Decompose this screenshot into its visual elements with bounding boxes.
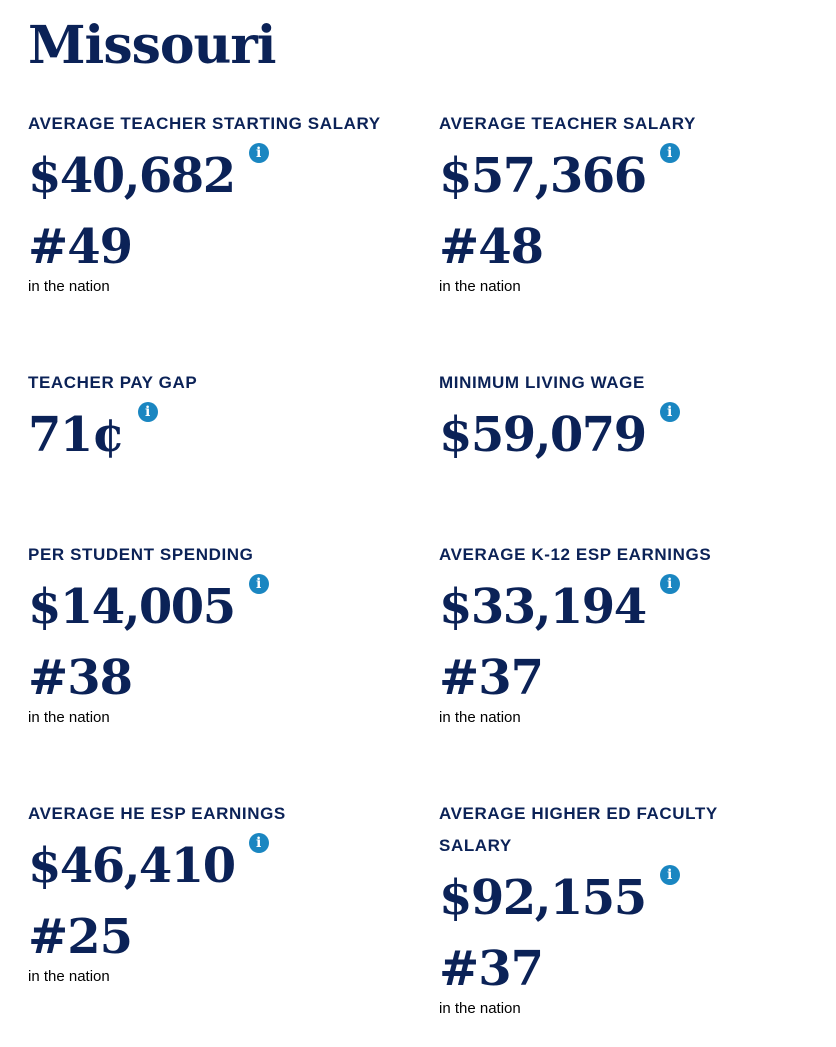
info-icon[interactable]: i <box>249 833 269 853</box>
stat-label: AVERAGE TEACHER STARTING SALARY <box>28 114 381 133</box>
stat-teacher-salary <box>439 108 819 296</box>
stat-value: $59,079 <box>439 407 646 463</box>
info-icon[interactable]: i <box>249 143 269 163</box>
info-icon[interactable]: i <box>138 402 158 422</box>
stat-value: $57,366 <box>439 148 646 204</box>
stat-value-row <box>439 399 819 471</box>
stat-rank-caption: in the nation <box>28 709 110 726</box>
page-title: Missouri <box>28 15 276 76</box>
stat-label: TEACHER PAY GAP <box>28 373 198 392</box>
stat-value-row <box>439 140 819 212</box>
stat-rank-caption: in the nation <box>28 968 110 985</box>
stat-value-row <box>439 571 819 643</box>
info-icon[interactable]: i <box>660 402 680 422</box>
stat-value: $40,682 <box>28 148 235 204</box>
stat-rank: #25 <box>28 909 133 965</box>
stat-rank-caption: in the nation <box>439 1000 521 1017</box>
stat-value-row <box>439 862 819 934</box>
stat-rank-caption: in the nation <box>439 278 521 295</box>
stat-rank: #49 <box>28 219 133 275</box>
stat-teacher-starting-salary <box>28 108 408 296</box>
stat-value: $33,194 <box>439 579 646 635</box>
stat-rank: #48 <box>439 219 544 275</box>
stat-label: AVERAGE HE ESP EARNINGS <box>28 804 286 823</box>
info-icon[interactable]: i <box>249 574 269 594</box>
stat-higher-ed-faculty-salary <box>439 798 819 1018</box>
info-icon[interactable]: i <box>660 865 680 885</box>
stat-value: $14,005 <box>28 579 235 635</box>
stat-label: AVERAGE TEACHER SALARY <box>439 114 696 133</box>
stat-label: PER STUDENT SPENDING <box>28 545 254 564</box>
stat-value: $92,155 <box>439 870 646 926</box>
stat-value-row <box>28 830 408 902</box>
stat-value-row <box>28 140 408 212</box>
stat-label: AVERAGE HIGHER ED FACULTY SALARY <box>439 804 718 855</box>
stat-label: MINIMUM LIVING WAGE <box>439 373 645 392</box>
stat-he-esp-earnings <box>28 798 408 986</box>
stat-label: AVERAGE K-12 ESP EARNINGS <box>439 545 712 564</box>
stat-value: 71¢ <box>28 407 124 463</box>
stat-value-row <box>28 399 408 471</box>
stat-teacher-pay-gap <box>28 367 408 471</box>
stat-k12-esp-earnings <box>439 539 819 727</box>
stat-value: $46,410 <box>28 838 235 894</box>
stat-minimum-living-wage <box>439 367 819 471</box>
stat-rank: #37 <box>439 650 544 706</box>
stat-rank-caption: in the nation <box>28 278 110 295</box>
stat-rank: #37 <box>439 941 544 997</box>
info-icon[interactable]: i <box>660 143 680 163</box>
stat-per-student-spending <box>28 539 408 727</box>
stat-rank-caption: in the nation <box>439 709 521 726</box>
stat-value-row <box>28 571 408 643</box>
info-icon[interactable]: i <box>660 574 680 594</box>
stat-rank: #38 <box>28 650 133 706</box>
